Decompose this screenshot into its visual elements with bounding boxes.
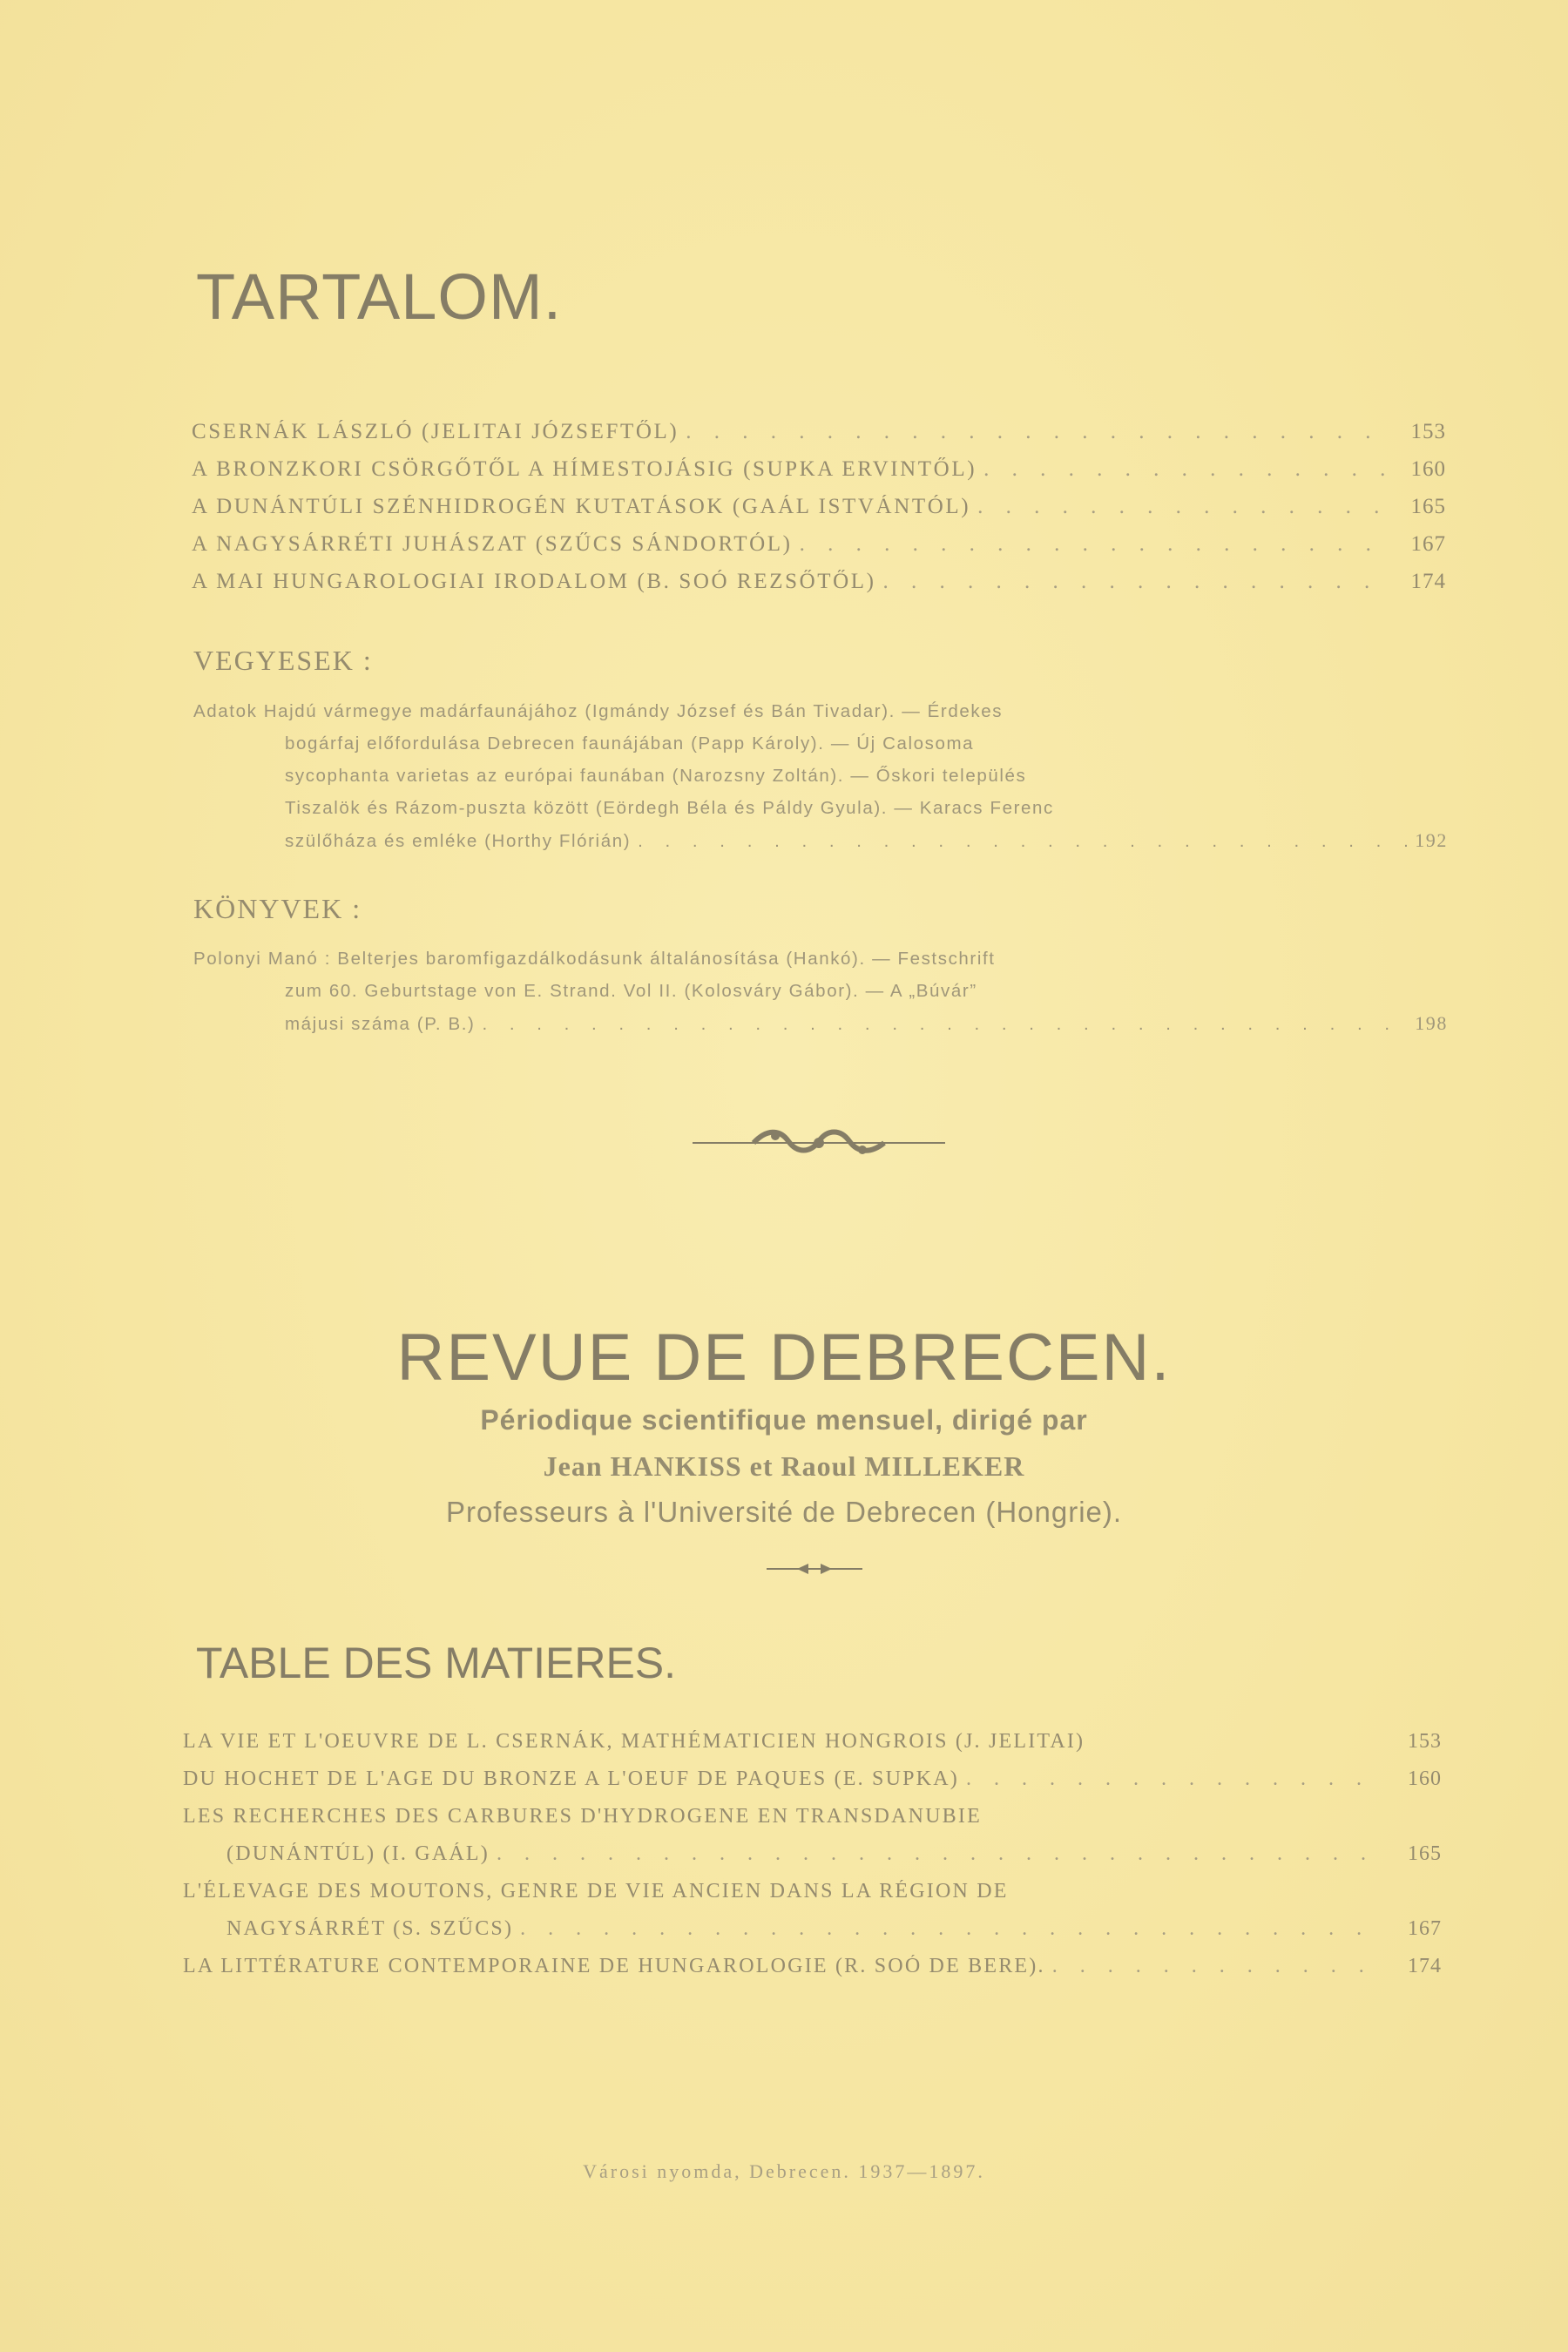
revue-affiliation: Professeurs à l'Université de Debrecen (Hongrie). xyxy=(445,1496,1123,1528)
printer-footer: Városi nyomda, Debrecen. 1937—1897. xyxy=(583,2160,985,2182)
vegyesek-line: Tiszalök és Rázom-puszta között (Eördegh Béla és Páldy Gyula). — Karacs Ferenc xyxy=(285,798,1054,818)
toc-entry-page: 174 xyxy=(1410,570,1446,593)
toc-entry-page: 160 xyxy=(1410,457,1446,481)
toc-entry-title: A BRONZKORI CSÖRGŐTŐL A HÍMESTOJÁSIG (SUPKA ERVINTŐL) xyxy=(192,457,977,481)
vegyesek-line: sycophanta varietas az európai faunában (Narozsny Zoltán). — Őskori település xyxy=(285,766,1027,786)
leader-dots xyxy=(638,825,1408,857)
toc-entry-page: 165 xyxy=(1410,495,1446,518)
toc-entry-page: 165 xyxy=(1408,1842,1442,1865)
toc-entry-title: L'ÉLEVAGE DES MOUTONS, GENRE DE VIE ANCIEN DANS LA RÉGION DE xyxy=(183,1880,1009,1903)
toc-entry xyxy=(183,1805,1442,1842)
toc-entry-title: CSERNÁK LÁSZLÓ (JELITAI JÓZSEFTŐL) xyxy=(192,420,679,443)
konyvek-line: zum 60. Geburtstage von E. Strand. Vol II. (Kolosváry Gábor). — A „Búvár” xyxy=(285,981,977,1001)
leader-dots xyxy=(482,1008,1408,1040)
konyvek-page: 198 xyxy=(1415,1012,1448,1034)
toc-entry-page: 153 xyxy=(1410,420,1446,443)
konyvek-line: májusi száma (P. B.) xyxy=(285,1014,476,1034)
vegyesek-paragraph xyxy=(193,695,1448,857)
toc-entry-title: DU HOCHET DE L'AGE DU BRONZE A L'OEUF DE PAQUES (E. SUPKA) xyxy=(183,1767,959,1790)
vegyesek-heading: VEGYESEK : xyxy=(193,645,373,676)
toc-entry-page: 160 xyxy=(1408,1767,1442,1790)
konyvek-last-line xyxy=(193,1007,1448,1040)
vegyesek-line: Adatok Hajdú vármegye madárfaunájához (Igmándy József és Bán Tivadar). — Érdekes xyxy=(193,701,1004,721)
leader-dots xyxy=(1052,1955,1382,1978)
toc-entry xyxy=(192,532,1446,570)
leader-dots xyxy=(686,420,1387,444)
konyvek-heading: KÖNYVEK : xyxy=(193,893,362,924)
toc-entry-title: LES RECHERCHES DES CARBURES D'HYDROGENE EN TRANSDANUBIE xyxy=(183,1805,982,1828)
leader-dots xyxy=(520,1917,1382,1941)
toc-entry-continuation xyxy=(183,1842,1442,1880)
leader-dots xyxy=(983,457,1387,482)
toc-entry xyxy=(192,570,1446,607)
arrow-ornament-icon xyxy=(767,1559,862,1578)
toc-entry-title: A MAI HUNGAROLOGIAI IRODALOM (B. SOÓ REZSŐTŐL) xyxy=(192,570,876,593)
leader-dots xyxy=(966,1767,1382,1791)
konyvek-line: Polonyi Manó : Belterjes baromfigazdálkodásunk általánosítása (Hankó). — Festschrift xyxy=(193,949,996,969)
toc-entry-title: LA VIE ET L'OEUVRE DE L. CSERNÁK, MATHÉMATICIEN HONGROIS (J. JELITAI) xyxy=(183,1730,1085,1753)
vegyesek-page: 192 xyxy=(1415,829,1448,851)
toc-entry xyxy=(192,457,1446,495)
toc-entry-page: 174 xyxy=(1408,1955,1442,1977)
vegyesek-line: bogárfaj előfordulása Debrecen faunájában (Papp Károly). — Új Calosoma xyxy=(285,733,975,754)
leader-dots xyxy=(977,495,1387,519)
toc-entry xyxy=(183,1767,1442,1805)
konyvek-paragraph xyxy=(193,943,1448,1040)
toc-entry-page: 167 xyxy=(1410,532,1446,556)
toc-entry-title: LA LITTÉRATURE CONTEMPORAINE DE HUNGAROLOGIE (R. SOÓ DE BERE). xyxy=(183,1955,1045,1977)
toc-entry xyxy=(183,1955,1442,1992)
toc-entry-page: 153 xyxy=(1408,1730,1442,1753)
leader-dots xyxy=(497,1842,1382,1866)
toc-entry-title: NAGYSÁRRÉT (S. SZŰCS) xyxy=(226,1917,514,1940)
toc-entry xyxy=(192,495,1446,532)
toc-entry-title: A DUNÁNTÚLI SZÉNHIDROGÉN KUTATÁSOK (GAÁL ISTVÁNTÓL) xyxy=(192,495,971,518)
toc-entry xyxy=(192,420,1446,457)
toc-entry-page: 167 xyxy=(1408,1917,1442,1940)
leader-dots xyxy=(800,532,1387,557)
vegyesek-last-line xyxy=(193,824,1448,857)
tartalom-heading: TARTALOM. xyxy=(196,260,563,333)
toc-entry xyxy=(183,1730,1442,1767)
toc-entry-title: (DUNÁNTÚL) (I. GAÁL) xyxy=(226,1842,490,1865)
vegyesek-line: szülőháza és emléke (Horthy Flórián) xyxy=(285,831,632,851)
revue-editors: Jean HANKISS et Raoul MILLEKER xyxy=(543,1450,1025,1482)
toc-entry-title: A NAGYSÁRRÉTI JUHÁSZAT (SZŰCS SÁNDORTÓL) xyxy=(192,532,793,556)
table-des-matieres-heading: TABLE DES MATIERES. xyxy=(196,1639,677,1687)
fleuron-ornament-icon xyxy=(693,1124,945,1159)
table-des-matieres-list xyxy=(183,1730,1442,1992)
revue-subtitle: Périodique scientifique mensuel, dirigé par xyxy=(480,1404,1088,1436)
toc-entry xyxy=(183,1880,1442,1917)
leader-dots xyxy=(883,570,1387,594)
revue-title: REVUE DE DEBRECEN. xyxy=(396,1321,1172,1395)
toc-entry-continuation xyxy=(183,1917,1442,1955)
tartalom-list xyxy=(192,420,1446,607)
